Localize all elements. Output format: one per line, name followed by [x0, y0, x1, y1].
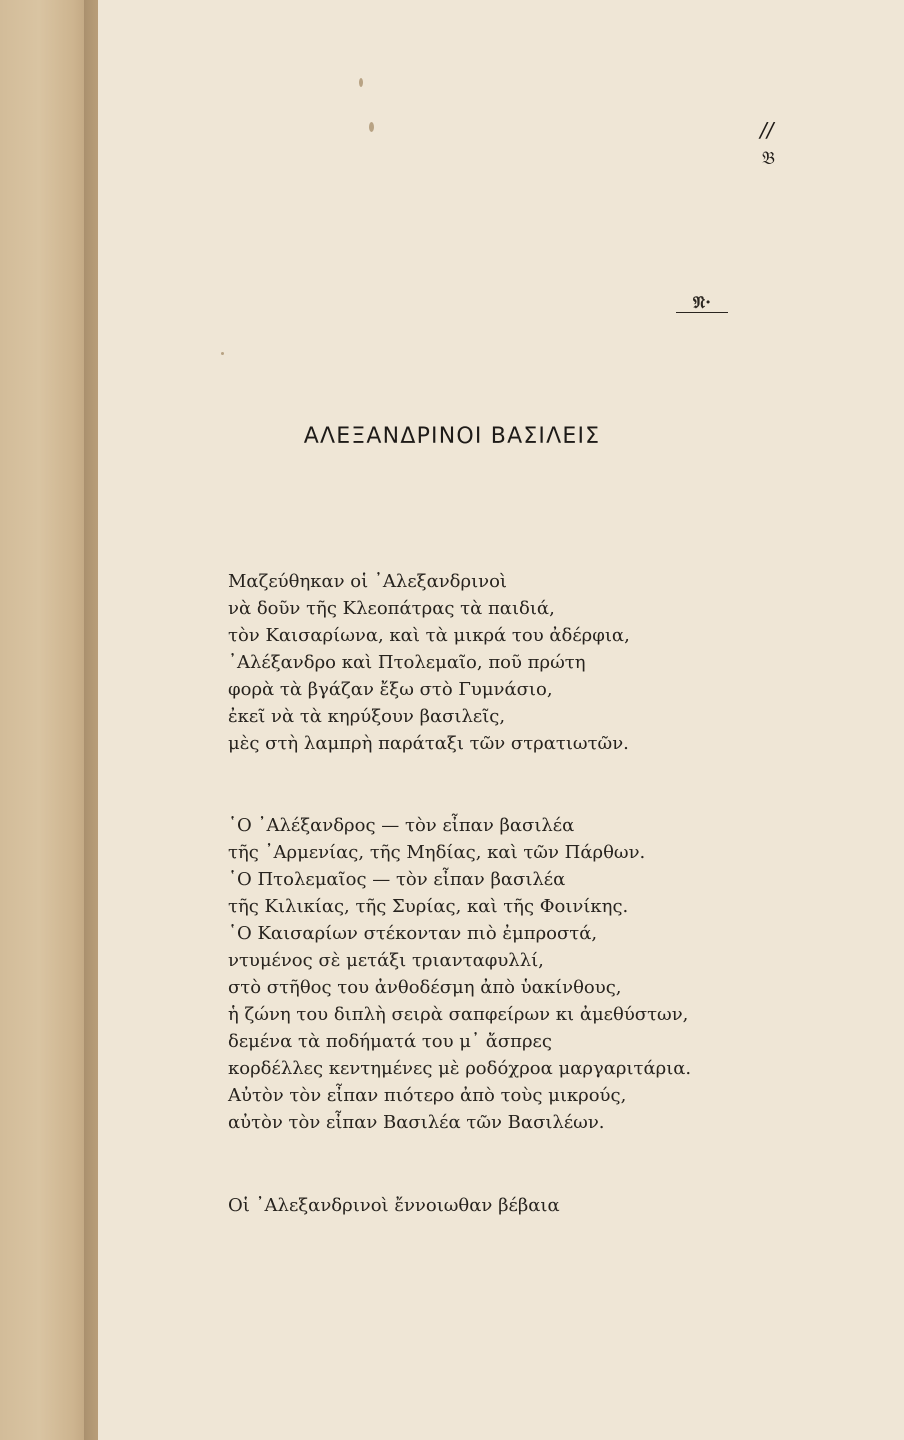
poem-line: ᾿Αλέξανδρο καὶ Πτολεμαῖο, ποῦ πρώτη [228, 652, 586, 673]
folio-mark: 𝔅 [762, 148, 775, 169]
poem-title: ΑΛΕΞΑΝΔΡΙΝΟΙ ΒΑΣΙΛΕΙΣ [303, 424, 601, 449]
stanza-1 [228, 568, 828, 757]
poem-line: τὸν Καισαρίωνα, καὶ τὰ μικρά του ἀδέρφια, [228, 625, 630, 646]
stanza-3 [228, 1192, 828, 1219]
poem-line: ῾Ο Πτολεμαῖος — τὸν εἶπαν βασιλέα [228, 869, 566, 890]
signature-mark: 𝔑· [676, 294, 728, 313]
paper-speck [369, 122, 374, 132]
paper-speck [359, 78, 363, 87]
poem-line: ἐκεῖ νὰ τὰ κηρύξουν βασιλεῖς, [228, 706, 506, 727]
paper-speck [221, 352, 224, 355]
poem-line: ῾Ο Καισαρίων στέκονταν πιὸ ἐμπροστά, [228, 923, 598, 944]
folio-number: // [760, 118, 774, 142]
poem-line: αὐτὸν τὸν εἶπαν Βασιλέα τῶν Βασιλέων. [228, 1112, 605, 1133]
poem-line: Οἱ ᾿Αλεξανδρινοὶ ἔννοιωθαν βέβαια [228, 1195, 560, 1216]
poem-line: στὸ στῆθος του ἀνθοδέσμη ἀπὸ ὑακίνθους, [228, 977, 622, 998]
gutter-shadow [84, 0, 98, 1440]
poem-line: Αὐτὸν τὸν εἶπαν πιότερο ἀπὸ τοὺς μικρούς, [228, 1085, 627, 1106]
poem-line: τῆς ᾿Αρμενίας, τῆς Μηδίας, καὶ τῶν Πάρθων. [228, 842, 646, 863]
poem-line: ἡ ζώνη του διπλὴ σειρὰ σαπφείρων κι ἀμεθύστων, [228, 1004, 689, 1025]
poem-line: ῾Ο ᾿Αλέξανδρος — τὸν εἶπαν βασιλέα [228, 815, 575, 836]
poem-line: ντυμένος σὲ μετάξι τριανταφυλλί, [228, 950, 544, 971]
poem-line: φορὰ τὰ βγάζαν ἔξω στὸ Γυμνάσιο, [228, 679, 553, 700]
poem-line: μὲς στὴ λαμπρὴ παράταξι τῶν στρατιωτῶν. [228, 733, 629, 754]
poem-line: κορδέλλες κεντημένες μὲ ροδόχροα μαργαριτάρια. [228, 1058, 692, 1079]
poem-line: δεμένα τὰ ποδήματά του μ᾿ ἄσπρες [228, 1031, 552, 1052]
poem-line: Μαζεύθηκαν οἱ ᾿Αλεξανδρινοὶ [228, 571, 507, 592]
stanza-2 [228, 812, 828, 1136]
poem-line: νὰ δοῦν τῆς Κλεοπάτρας τὰ παιδιά, [228, 598, 555, 619]
poem-line: τῆς Κιλικίας, τῆς Συρίας, καὶ τῆς Φοινίκης. [228, 896, 629, 917]
